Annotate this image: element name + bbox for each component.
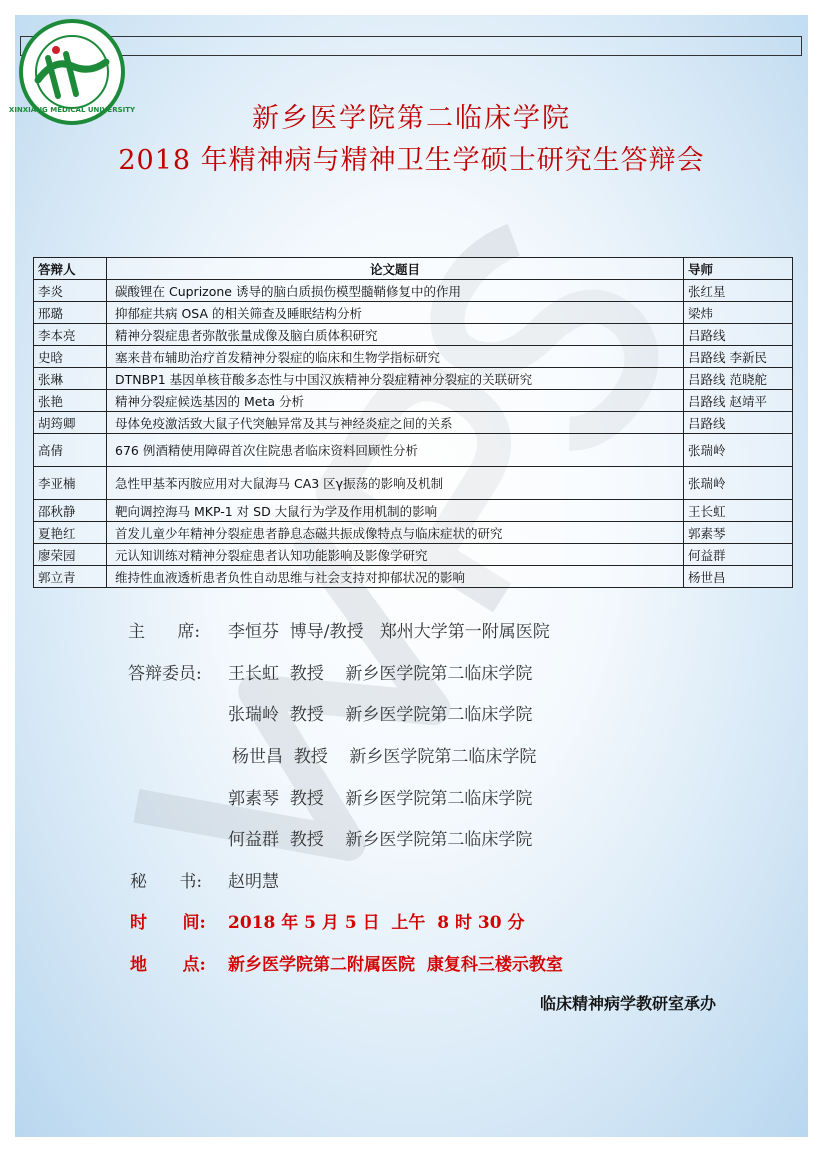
members-label: 答辩委员: (128, 664, 202, 684)
thesis-title: 靶向调控海马 MKP-1 对 SD 大鼠行为学及作用机制的影响 (107, 500, 684, 522)
defender-name: 郭立青 (34, 566, 107, 588)
thesis-title: 碳酸锂在 Cuprizone 诱导的脑白质损伤模型髓鞘修复中的作用 (107, 280, 684, 302)
advisor-name: 张红星 (684, 280, 793, 302)
advisor-name: 张瑞岭 (684, 467, 793, 500)
table-row (34, 368, 793, 390)
defender-name: 张琳 (34, 368, 107, 390)
secretary-value: 赵明慧 (228, 872, 279, 892)
advisor-name: 吕路线 (684, 412, 793, 434)
defender-name: 张艳 (34, 390, 107, 412)
thesis-title: 精神分裂症患者弥散张量成像及脑白质体积研究 (107, 324, 684, 346)
time-label: 时 间: (130, 913, 206, 933)
committee-member: 张瑞岭 教授 新乡医学院第二临床学院 (228, 705, 533, 725)
defender-name: 邢璐 (34, 302, 107, 324)
advisor-name: 吕路线 李新民 (684, 346, 793, 368)
page-title-institution: 新乡医学院第二临床学院 (252, 103, 571, 134)
defender-name: 李炎 (34, 280, 107, 302)
committee-member: 王长虹 教授 新乡医学院第二临床学院 (228, 664, 533, 684)
column-header-thesis-title: 论文题目 (107, 258, 684, 280)
chair-label: 主 席: (128, 622, 201, 642)
logo-ring-text: XINXIANG MEDICAL UNIVERSITY (8, 106, 136, 114)
column-header-advisor: 导师 (684, 258, 793, 280)
table-row (34, 390, 793, 412)
advisor-name: 张瑞岭 (684, 434, 793, 467)
defender-name: 邵秋静 (34, 500, 107, 522)
defender-name: 高倩 (34, 434, 107, 467)
table-row (34, 566, 793, 588)
defender-name: 廖荣园 (34, 544, 107, 566)
committee-member: 何益群 教授 新乡医学院第二临床学院 (228, 830, 533, 850)
committee-member: 郭素琴 教授 新乡医学院第二临床学院 (228, 789, 533, 809)
defender-name: 胡筠卿 (34, 412, 107, 434)
thesis-title: 急性甲基苯丙胺应用对大鼠海马 CA3 区γ振荡的影响及机制 (107, 467, 684, 500)
thesis-title: 抑郁症共病 OSA 的相关筛查及睡眠结构分析 (107, 302, 684, 324)
advisor-name: 王长虹 (684, 500, 793, 522)
advisor-name: 吕路线 范晓舵 (684, 368, 793, 390)
advisor-name: 吕路线 (684, 324, 793, 346)
advisor-name: 吕路线 赵靖平 (684, 390, 793, 412)
thesis-title: 首发儿童少年精神分裂症患者静息态磁共振成像特点与临床症状的研究 (107, 522, 684, 544)
defender-name: 李亚楠 (34, 467, 107, 500)
advisor-name: 杨世昌 (684, 566, 793, 588)
thesis-title: 塞来昔布辅助治疗首发精神分裂症的临床和生物学指标研究 (107, 346, 684, 368)
advisor-name: 何益群 (684, 544, 793, 566)
place-value: 新乡医学院第二附属医院 康复科三楼示教室 (228, 955, 563, 975)
chair-value: 李恒芬 博导/教授 郑州大学第一附属医院 (228, 622, 550, 642)
table-header-row (34, 258, 793, 280)
defender-name: 李本亮 (34, 324, 107, 346)
organizer-note: 临床精神病学教研室承办 (540, 994, 717, 1013)
thesis-title: 母体免疫激活致大鼠子代突触异常及其与神经炎症之间的关系 (107, 412, 684, 434)
time-value: 2018 年 5 月 5 日 上午 8 时 30 分 (228, 913, 525, 933)
table-row (34, 500, 793, 522)
header-frame (20, 36, 802, 56)
thesis-title: DTNBP1 基因单核苷酸多态性与中国汉族精神分裂症精神分裂症的关联研究 (107, 368, 684, 390)
place-label: 地 点: (130, 955, 206, 975)
defense-schedule-table (33, 257, 793, 588)
table-row (34, 324, 793, 346)
table-row (34, 280, 793, 302)
table-row (34, 434, 793, 467)
thesis-title: 精神分裂症候选基因的 Meta 分析 (107, 390, 684, 412)
thesis-title: 元认知训练对精神分裂症患者认知功能影响及影像学研究 (107, 544, 684, 566)
table-row (34, 302, 793, 324)
thesis-title: 676 例酒精使用障碍首次住院患者临床资料回顾性分析 (107, 434, 684, 467)
advisor-name: 梁炜 (684, 302, 793, 324)
thesis-title: 维持性血液透析患者负性自动思维与社会支持对抑郁状况的影响 (107, 566, 684, 588)
column-header-defender: 答辩人 (34, 258, 107, 280)
secretary-label: 秘 书: (130, 872, 203, 892)
advisor-name: 郭素琴 (684, 522, 793, 544)
table-row (34, 544, 793, 566)
defender-name: 夏艳红 (34, 522, 107, 544)
defender-name: 史晗 (34, 346, 107, 368)
page-title-event: 2018 年精神病与精神卫生学硕士研究生答辩会 (118, 145, 705, 176)
table-row (34, 346, 793, 368)
table-row (34, 412, 793, 434)
committee-member: 杨世昌 教授 新乡医学院第二临床学院 (232, 747, 537, 767)
table-row (34, 467, 793, 500)
table-row (34, 522, 793, 544)
